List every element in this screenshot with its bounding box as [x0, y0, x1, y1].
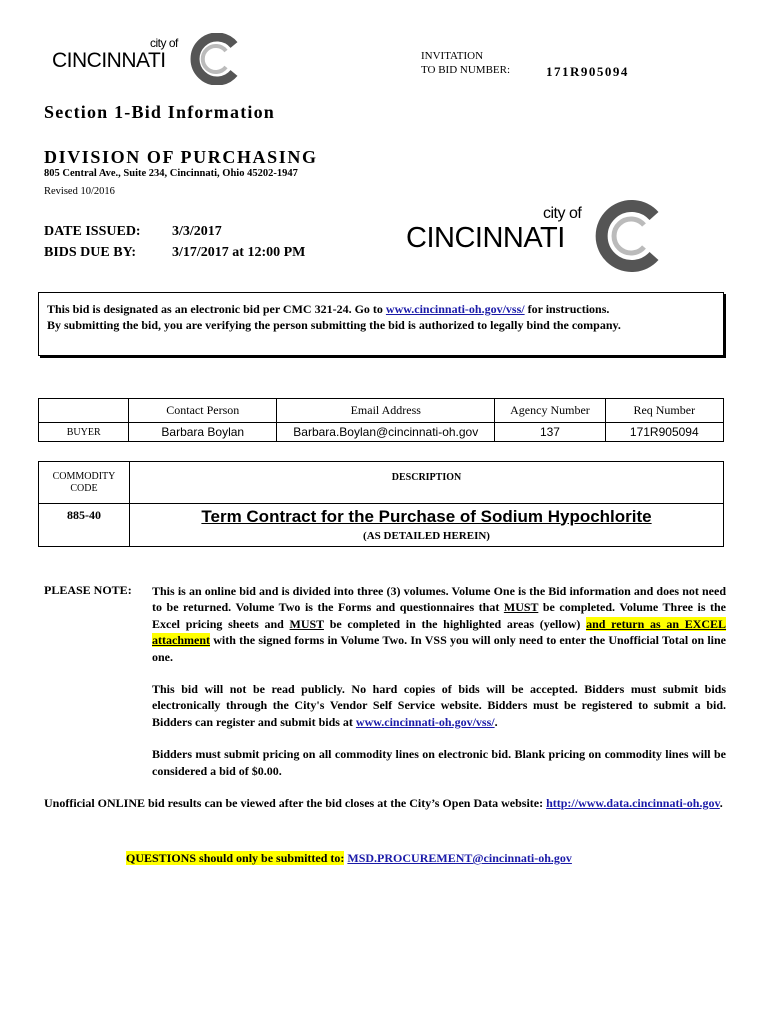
logo-large-city-of: city of — [543, 205, 582, 222]
invitation-line2: TO BID NUMBER: — [421, 64, 511, 76]
results-end: . — [719, 796, 723, 810]
commodity-row — [39, 504, 724, 527]
invitation-label — [421, 49, 510, 77]
please-note-body — [152, 583, 726, 779]
questions-label: QUESTIONS should only be submitted to: — [126, 851, 345, 865]
detail-row — [39, 527, 724, 547]
p2-vss-link[interactable]: www.cincinnati-oh.gov/vss/ — [355, 714, 495, 729]
please-note-paragraph-1 — [152, 583, 726, 665]
as-detailed-herein: (AS DETAILED HEREIN) — [130, 527, 724, 547]
p1-text-c: be completed in the highlighted areas (yellow) — [329, 616, 581, 631]
please-note-paragraph-2 — [152, 681, 726, 730]
notice-line1-prefix: This bid is designated as an electronic bid per CMC 321-24. Go to — [47, 302, 383, 316]
date-issued-label: DATE ISSUED: — [44, 224, 141, 239]
please-note-paragraph-3: Bidders must submit pricing on all commodity lines on electronic bid. Blank pricing on commodity lines will be considered a bid of $0.00. — [152, 747, 726, 778]
bid-number: 171R905094 — [546, 64, 629, 79]
commodity-code-header-1: COMMODITY — [52, 470, 116, 482]
revised-date: Revised 10/2016 — [44, 186, 115, 197]
p2-end: . — [494, 714, 498, 729]
city-logo-large — [406, 200, 666, 274]
contact-table-row — [39, 423, 724, 442]
description-value: Term Contract for the Purchase of Sodium Hypochlorite — [130, 504, 724, 527]
contact-table — [38, 398, 724, 442]
contact-person-value: Barbara Boylan — [129, 423, 277, 442]
logo-cincinnati: CINCINNATI — [52, 49, 166, 72]
logo-large-c-mark-icon — [590, 200, 662, 272]
req-number-header: Req Number — [605, 399, 723, 423]
agency-number-value: 137 — [495, 423, 605, 442]
commodity-header-row — [39, 462, 724, 504]
notice-line1-suffix: for instructions. — [527, 302, 610, 316]
agency-number-header: Agency Number — [495, 399, 605, 423]
p1-text-d: with the signed forms in Volume Two. In VSS you will only need to enter the Unofficial Total on line one. — [152, 633, 727, 664]
logo-c-mark-icon — [186, 33, 240, 85]
p1-text-b: be completed. Volume Three is the Excel pricing sheets and — [152, 600, 727, 631]
commodity-code-value: 885-40 — [39, 504, 130, 527]
commodity-code-header — [39, 462, 130, 504]
p1-must-1: MUST — [503, 600, 539, 615]
electronic-bid-notice — [38, 292, 724, 356]
division-title: DIVISION OF PURCHASING — [44, 147, 318, 167]
commodity-table — [38, 461, 724, 547]
description-header: DESCRIPTION — [130, 462, 724, 504]
section-title: Section 1-Bid Information — [44, 102, 276, 122]
open-data-link[interactable]: http://www.data.cincinnati-oh.gov — [546, 796, 720, 810]
bids-due-label: BIDS DUE BY: — [44, 245, 137, 260]
notice-line2: By submitting the bid, you are verifying the person submitting the bid is authorized to legally bind the company. — [47, 318, 621, 332]
p1-text-a: This is an online bid and is divided into three (3) volumes. Volume One is the Bid information and does not need to be returned. Volume Two is the Forms and questionnaires that — [152, 584, 726, 615]
vss-link[interactable]: www.cincinnati-oh.gov/vss/ — [385, 302, 525, 316]
email-value[interactable]: Barbara.Boylan@cincinnati-oh.gov — [277, 423, 495, 442]
date-issued-value: 3/3/2017 — [172, 224, 222, 239]
contact-person-header: Contact Person — [129, 399, 277, 423]
division-address: 805 Central Ave., Suite 234, Cincinnati, Ohio 45202-1947 — [44, 168, 298, 179]
empty-header-cell — [39, 399, 129, 423]
results-paragraph — [44, 795, 726, 811]
req-number-value: 171R905094 — [605, 423, 723, 442]
city-logo-small — [52, 33, 242, 85]
p1-highlight: and return as an EXCEL attachment — [152, 616, 727, 648]
detail-empty-cell — [39, 527, 130, 547]
p2-text: This bid will not be read publicly. No hard copies of bids will be accepted. Bidders must submit bids electronically through the City's Vendor Self Service website. Bidders must be registered to submit a bid. Bidders can register and submit bids at — [152, 682, 726, 729]
questions-email[interactable]: MSD.PROCUREMENT@cincinnati-oh.gov — [347, 851, 572, 865]
notice-line1 — [47, 301, 723, 317]
p1-must-2: MUST — [289, 616, 324, 631]
bids-due-value: 3/17/2017 at 12:00 PM — [172, 245, 306, 260]
results-text: Unofficial ONLINE bid results can be viewed after the bid closes at the City’s Open Data website: — [44, 796, 544, 810]
logo-large-cincinnati: CINCINNATI — [406, 222, 565, 254]
contact-table-header-row — [39, 399, 724, 423]
email-header: Email Address — [277, 399, 495, 423]
invitation-line1: INVITATION — [421, 50, 484, 62]
please-note-label: PLEASE NOTE: — [44, 583, 132, 597]
questions-line — [126, 851, 572, 866]
commodity-code-header-2: CODE — [70, 482, 98, 494]
buyer-label: BUYER — [39, 423, 129, 442]
logo-city-of: city of — [150, 36, 178, 50]
